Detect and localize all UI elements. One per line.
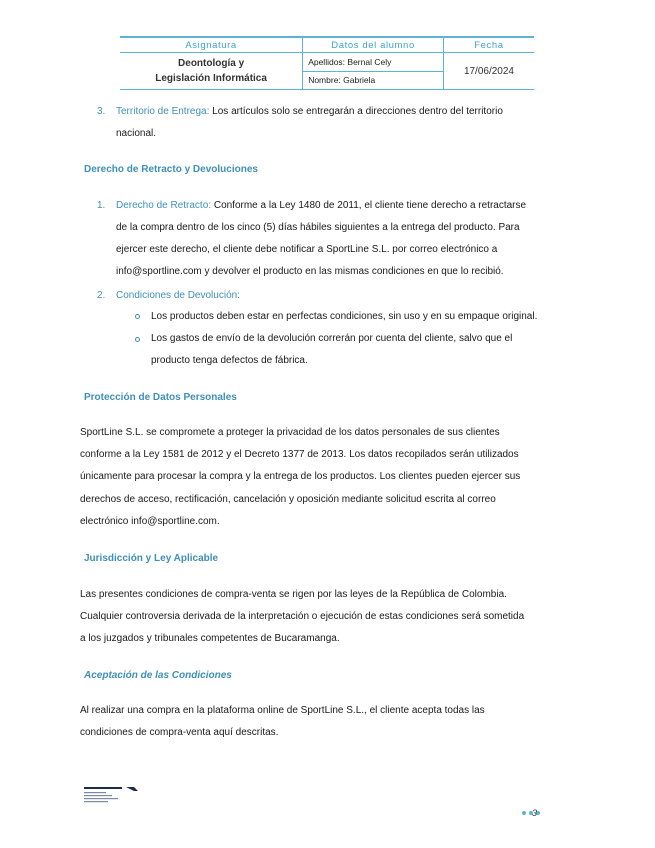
item3-label: Territorio de Entrega: — [116, 106, 210, 117]
retracto-item1-line4: info@sportline.com y devolver el producto en las mismas condiciones en que lo recibió. — [116, 266, 504, 277]
jurisdiccion-line3: a los juzgados y tribunales competentes de Bucaramanga. — [80, 633, 340, 644]
proteccion-line5: electrónico info@sportline.com. — [80, 516, 220, 527]
section-heading-aceptacion: Aceptación de las Condiciones — [84, 670, 232, 681]
devolucion-bullet2-line2: producto tenga defectos de fábrica. — [151, 355, 308, 366]
bullet-icon — [135, 314, 140, 319]
retracto-item1-number: 1. — [97, 200, 106, 211]
header-col-asignatura: Asignatura — [120, 37, 303, 53]
page-number: 3 — [532, 808, 538, 818]
jurisdiccion-line1: Las presentes condiciones de compra-venta se rigen por las leyes de la República de Colombia. — [80, 589, 507, 600]
item3-number: 3. — [97, 106, 106, 117]
retracto-item2-number: 2. — [97, 290, 106, 301]
header-asignatura — [120, 53, 303, 90]
retracto-item1-label: Derecho de Retracto: — [116, 200, 212, 211]
jurisdiccion-line2: Cualquier controversia derivada de la interpretación o ejecución de estas condiciones será sometida — [80, 611, 525, 622]
proteccion-line4: derechos de acceso, rectificación, cancelación y oposición mediante solicitud escrita al correo — [80, 494, 496, 505]
header-nombre: Nombre: Gabriela — [303, 71, 444, 90]
asignatura-line1: Deontología y — [178, 58, 245, 69]
proteccion-line1: SportLine S.L. se compromete a proteger la privacidad de los datos personales de sus clientes — [80, 427, 500, 438]
header-fecha: 17/06/2024 — [443, 53, 534, 90]
header-col-fecha: Fecha — [443, 37, 534, 53]
retracto-item1-line2: de la compra dentro de los cinco (5) días hábiles siguientes a la entrega del producto. Para — [116, 222, 520, 233]
item3-text: Los artículos solo se entregarán a direcciones dentro del territorio — [209, 106, 503, 117]
aceptacion-line1: Al realizar una compra en la plataforma online de SportLine S.L., el cliente acepta todas las — [80, 705, 485, 716]
proteccion-line3: únicamente para procesar la compra y la entrega de los productos. Los clientes pueden ejercer sus — [80, 471, 521, 482]
header-col-datos: Datos del alumno — [303, 37, 444, 53]
bullet-icon — [135, 337, 140, 342]
section-heading-retracto: Derecho de Retracto y Devoluciones — [84, 164, 258, 175]
section-heading-proteccion: Protección de Datos Personales — [84, 392, 237, 403]
header-table — [120, 36, 534, 90]
retracto-item1-line1 — [116, 195, 526, 217]
retracto-item1-line3: ejercer este derecho, el cliente debe notificar a SportLine S.L. por correo electrónico a — [116, 244, 498, 255]
devolucion-bullet2-line1: Los gastos de envío de la devolución correrán por cuenta del cliente, salvo que el — [151, 333, 513, 344]
proteccion-line2: conforme a la Ley 1581 de 2012 y el Decreto 1377 de 2013. Los datos recopilados serán utilizados — [80, 449, 519, 460]
item3-line1 — [116, 101, 503, 123]
section-heading-jurisdiccion: Jurisdicción y Ley Aplicable — [84, 553, 219, 564]
devolucion-bullet1: Los productos deben estar en perfectas condiciones, sin uso y en su empaque original. — [151, 311, 538, 322]
aceptacion-line2: condiciones de compra-venta aquí descritas. — [80, 727, 279, 738]
asignatura-line2: Legislación Informática — [155, 73, 267, 84]
retracto-item1-text: Conforme a la Ley 1480 de 2011, el cliente tiene derecho a retractarse — [211, 200, 527, 211]
university-logo-icon — [84, 786, 144, 806]
retracto-item2-label: Condiciones de Devolución: — [116, 290, 240, 301]
header-apellidos: Apellidos: Bernal Cely — [303, 53, 444, 72]
item3-line2: nacional. — [116, 128, 157, 139]
